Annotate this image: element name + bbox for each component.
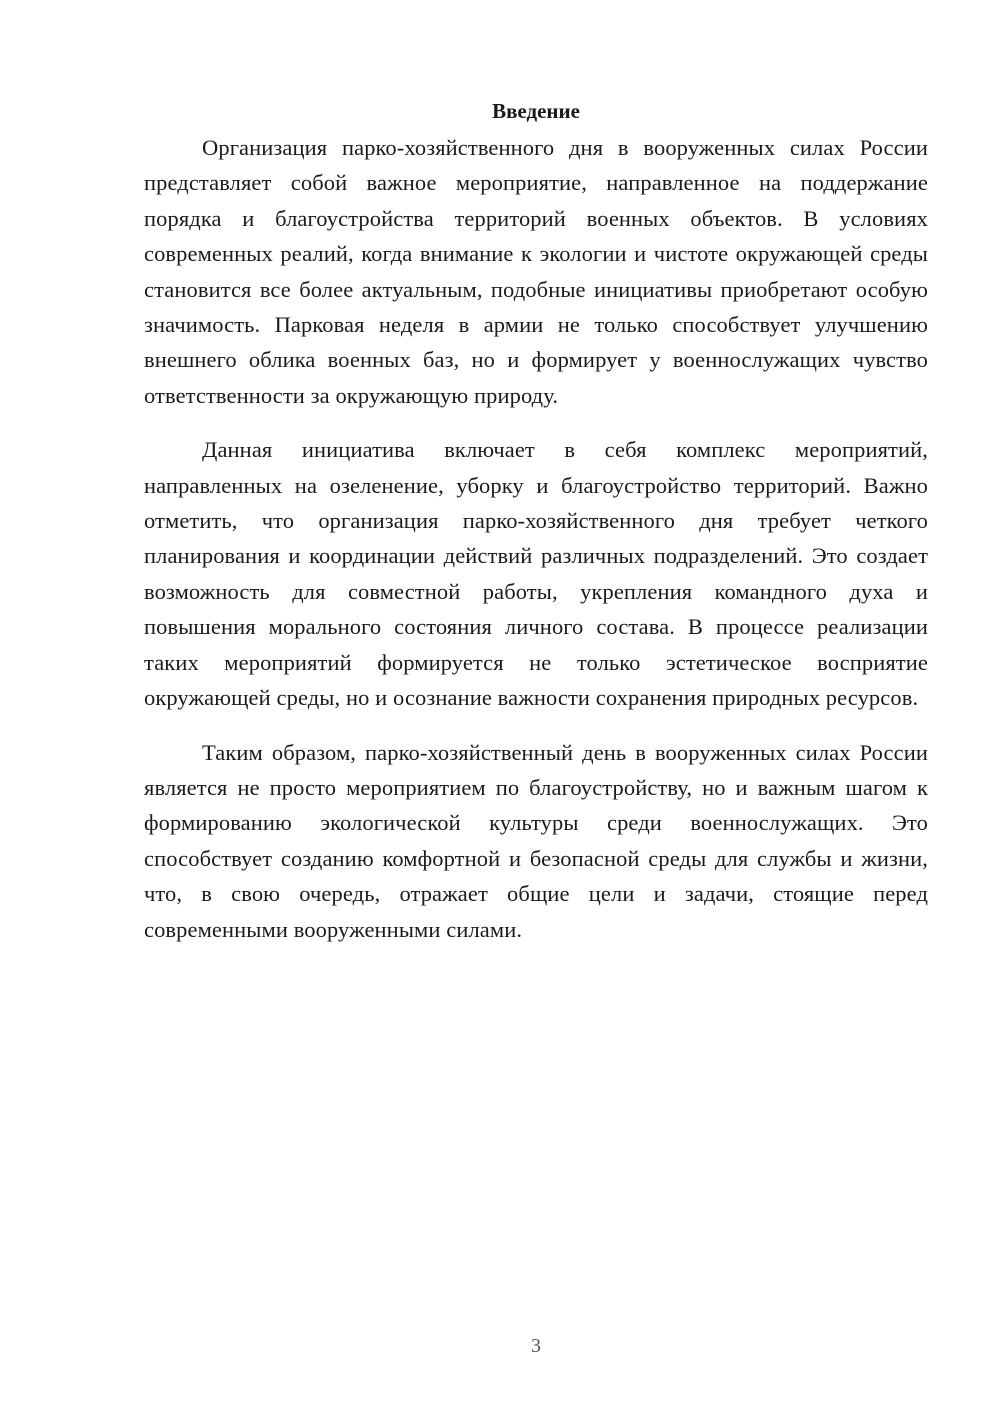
paragraph: Организация парко-хозяйственного дня в вооруженных силах России представляет собой важное мероприятие, направленное на поддержание порядка и благоустройства территорий военных объектов. В условиях современных реалий, когда внимание к экологии и чистоте окружающей среды становится все более актуальным, подобные инициативы приобретают особую значимость. Парковая неделя в армии не только способствует улучшению внешнего облика военных баз, но и формирует у военнослужащих чувство ответственности за окружающую природу.: [144, 135, 928, 408]
paragraph: Таким образом, парко-хозяйственный день в вооруженных силах России является не просто мероприятием по благоустройству, но и важным шагом к формированию экологической культуры среди военнослужащих. Это способствует созданию комфортной и безопасной среды для службы и жизни, что, в свою очередь, отражает общие цели и задачи, стоящие перед современными вооруженными силами.: [144, 739, 928, 942]
section-heading: Введение: [492, 99, 580, 123]
paragraph: Данная инициатива включает в себя комплекс мероприятий, направленных на озеленение, уборку и благоустройство территорий. Важно отметить, что организация парко-хозяйственного дня требует четкого планирования и координации действий различных подразделений. Это создает возможность для совместной работы, укрепления командного духа и повышения морального состояния личного состава. В процессе реализации таких мероприятий формируется не только эстетическое восприятие окружающей среды, но и осознание важности сохранения природных ресурсов.: [144, 437, 928, 711]
page-number: 3: [531, 1335, 541, 1357]
page-content: [144, 96, 928, 966]
